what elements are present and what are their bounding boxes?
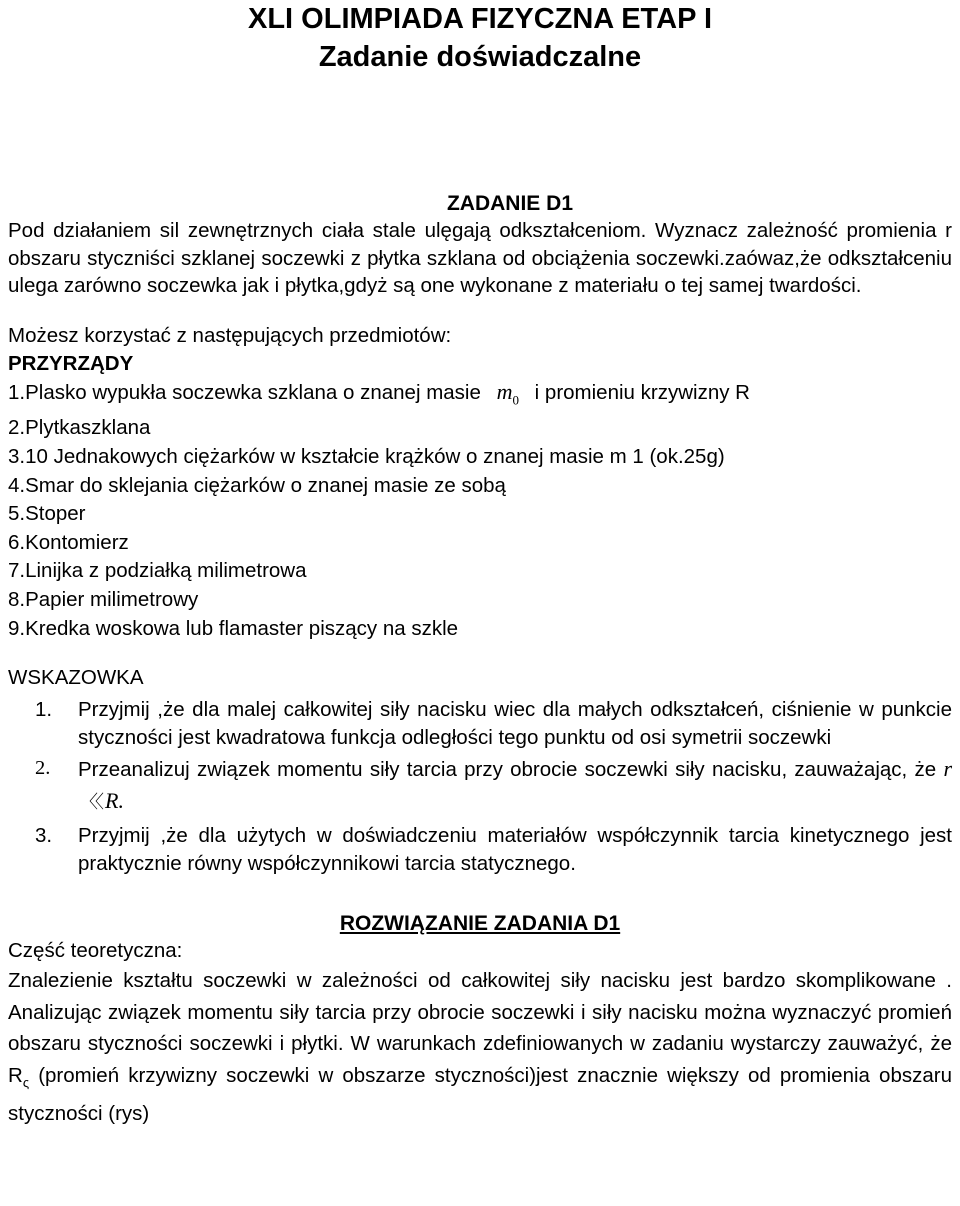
tool-1-suffix: i promieniu krzywizny R (534, 380, 750, 404)
task-heading: ZADANIE D1 (446, 192, 573, 215)
tool-item-3: 3.10 Jednakowych ciężarków w kształcie krążków o znanej masie m 1 (ok.25g) (8, 445, 725, 469)
hint-1-text: Przyjmij ,że dla malej całkowitej siły nacisku wiec dla małych odkształceń, ciśnienie w punkcie styczności jest kwadratowa funkcja odległości tego punktu od osi symetrii soczewki (78, 698, 952, 749)
tool-item-1 (8, 378, 952, 415)
R-symbol: R. (105, 788, 124, 814)
can-use-text: Możesz korzystać z następujących przedmiotów: (8, 323, 452, 347)
hint-item-3 (8, 822, 952, 877)
tool-1-prefix: 1.Plasko wypukła soczewka szklana o znanej masie (8, 380, 481, 404)
theory-label: Część teoretyczna: (8, 939, 183, 963)
hint-2-number: 2. (35, 757, 51, 780)
mass-symbol: $m_0$ (496, 378, 519, 407)
document-title-line2: Zadanie doświadczalne (318, 41, 642, 73)
tool-item-6: 6.Kontomierz (8, 530, 129, 554)
hint-3-number: 3. (35, 824, 53, 848)
r-symbol: r (943, 756, 952, 782)
hint-1-number: 1. (35, 698, 53, 722)
subscript-char: ς (22, 1074, 30, 1090)
tools-heading: PRZYRZĄDY (8, 351, 134, 375)
spacer (8, 300, 952, 322)
tool-item-8: 8.Papier milimetrowy (8, 588, 199, 612)
much-less-than-symbol: 〈〈 (80, 792, 101, 814)
tools-list (8, 378, 952, 644)
task-description: Pod działaniem sil zewnętrznych ciała stale ulęgają odkształceniom. Wyznacz zależność promienia r obszaru styczniści szklanej soczewki z płytka szklana od obciążenia soczewki.zaówaz,że odkształceniu ulega zarówno soczewka jak i płytka,gdyż są one wykonane z materiału o tej samej twardości. (8, 219, 952, 297)
hints-list (8, 696, 952, 877)
hint-item-2 (8, 753, 952, 818)
tool-item-5: 5.Stoper (8, 502, 86, 526)
solution-heading: ROZWIĄZANIE ZADANIA D1 (339, 912, 621, 936)
hint-2-text: Przeanalizuj związek momentu siły tarcia przy obrocie soczewki siły nacisku, zauważając, że (78, 758, 937, 782)
hint-3-text: Przyjmij ,że dla użytych w doświadczeniu materiałów współczynnik tarcia kinetycznego jest praktycznie równy współczynnikowi tarcia statycznego. (78, 824, 952, 875)
hint-item-1 (8, 696, 952, 751)
spacer (8, 643, 952, 664)
tool-item-2: 2.Plytkaszklana (8, 416, 151, 440)
hints-heading: WSKAZOWKA (8, 666, 144, 690)
tool-item-7: 7.Linijka z podziałką milimetrowa (8, 559, 307, 583)
tool-item-9: 9.Kredka woskowa lub flamaster piszący na szkle (8, 616, 459, 640)
solution-text: Znalezienie kształtu soczewki w zależności od całkowitej siły nacisku jest bardzo skomplikowane . Analizując związek momentu siły tarcia przy obrocie soczewki i siły nacisku można wyznaczyć promień obszaru styczności soczewki i płytki. W warunkach zdefiniowanych w zadaniu wystarczy zauważyć, że $R_\varsigma$ (promień krzywizny soczewki w obszarze styczności)jest znacznie większy od promienia obszaru styczności (rys) (8, 969, 952, 1126)
document-title-line1: XLI OLIMPIADA FIZYCZNA ETAP I (248, 3, 712, 35)
tool-item-4: 4.Smar do sklejania ciężarków o znanej masie ze sobą (8, 473, 506, 497)
